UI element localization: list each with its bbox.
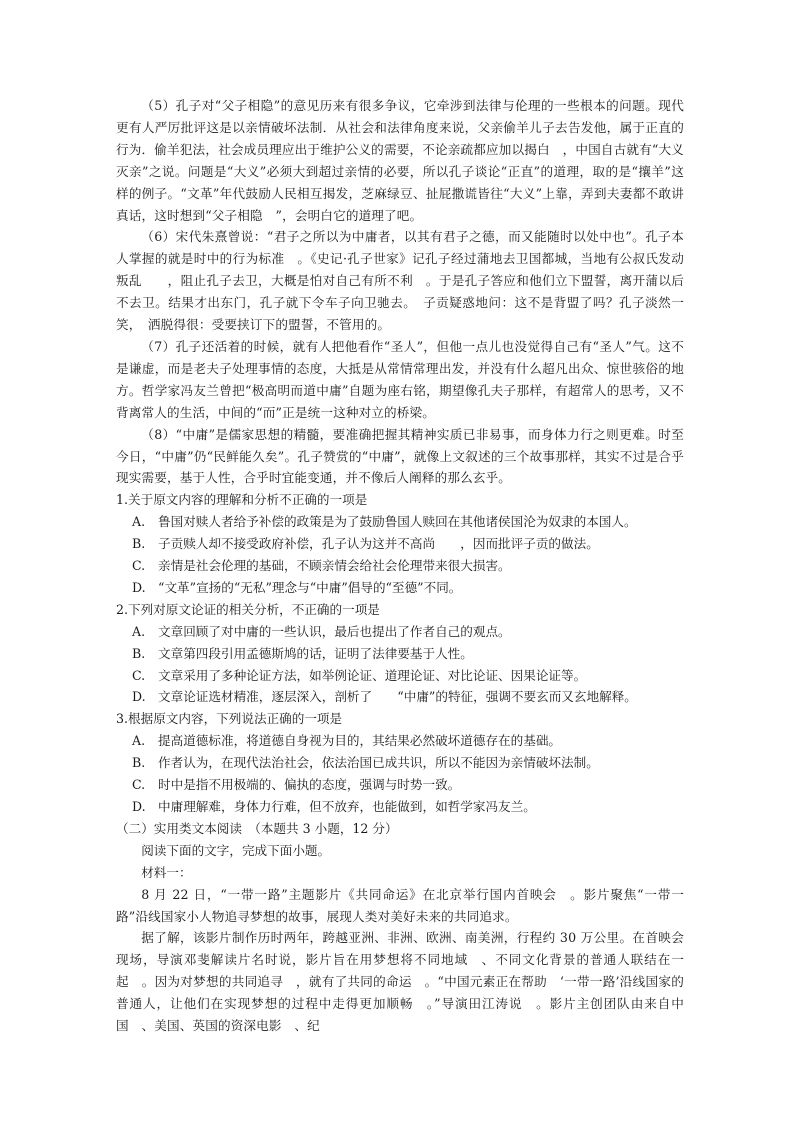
option-letter: A. [132,514,146,530]
question-1-option-b [116,533,684,555]
option-letter: A. [132,623,146,639]
option-letter: B. [132,536,146,552]
document-body [116,95,684,1037]
option-letter: D. [132,799,146,814]
question-2-option-d [116,686,684,708]
material-1-paragraph-2: 据了解，该影片制作历时两年，跨越亚洲、非洲、欧洲、南美洲，行程约 30 万公里。在首映会现场，导演邓斐解读片名时说，影片旨在用梦想将不同地域 、不同文化背景的普通人联结在一起 。因为对梦想的共同追寻 ，就有了共同的命运 。“中国元素正在帮助 ‘一带一路’沿线国家的普通人，让他们在实现梦想的过程中走得更加顺畅 。”导演田江涛说 。影片主创团队由来自中国 、美国、英国的资深电影 、纪 [116,930,684,1034]
question-3-stem: 3.根据原文内容，下列说法正确的一项是 [116,711,343,727]
option-letter: A. [132,733,146,749]
option-text: 文章采用了多种论证方法，如举例论证、道理论证、对比论证、因果论证等。 [158,667,587,683]
question-2-stem: 2.下列对原文论证的相关分析，不正确的一项是 [116,601,380,617]
option-letter: B. [132,645,146,661]
option-letter: C. [132,667,146,683]
option-text: 中庸理解难，身体力行难，但不放弃，也能做到，如哲学家冯友兰。 [158,799,536,814]
section-heading: （二）实用类文本阅读 （本题共 3 小题，12 分） [116,820,398,836]
option-text: 文章第四段引用孟德斯鸠的话，证明了法律要基于人性。 [158,645,473,661]
option-text: 提高道德标准，将道德自身视为目的，其结果必然破坏道德存在的基础。 [158,733,561,749]
option-text: 亲情是社会伦理的基础，不顾亲情会给社会伦理带来很大损害。 [158,558,511,574]
question-1-stem: 1.关于原文内容的理解和分析不正确的一项是 [116,492,368,508]
option-letter: B. [132,755,146,771]
option-letter: D. [132,579,146,595]
material-label: 材料一： [141,864,192,880]
option-letter: D. [132,689,146,705]
material-1-paragraph-1: 8 月 22 日，“一带一路”主题影片《共同命运》在北京举行国内首映会 。影片聚焦“一带一路”沿线国家小人物追寻梦想的故事，展现人类对美好未来的共同追求。 [116,886,684,924]
question-3-option-c [116,774,684,796]
question-2-option-c [116,665,684,687]
option-text: 时中是指不用极端的、偏执的态度，强调与时势一致。 [158,777,461,793]
paragraph-7: （7）孔子还活着的时候，就有人把他看作“圣人”，但他一点儿也没觉得自己有“圣人”气。这不是谦虚，而是老夫子处理事情的态度，大抵是从常情常理出发，并没有什么超凡出众、惊世骇俗的地方。哲学家冯友兰曾把“极高明而道中庸”自题为座右铭，期望像孔夫子那样，有超常人的思考，又不背离常人的生活，中间的“而”正是统一这种对立的桥梁。 [116,338,684,420]
question-3-option-d [116,796,684,818]
option-text: 文章回顾了对中庸的一些认识，最后也提出了作者自己的观点。 [158,623,511,639]
paragraph-8: （8）“中庸”是儒家思想的精髓，要准确把握其精神实质已非易事，而身体力行之则更难。时至今日，“中庸”仍“民鲜能久矣”。孔子赞赏的“中庸”，就像上文叙述的三个故事那样，其实不过是合乎现实需要，基于人性，合乎时宜能变通，并不像后人阐释的那么玄乎。 [116,426,684,486]
option-text: 鲁国对赎人者给予补偿的政策是为了鼓励鲁国人赎回在其他诸侯国沦为奴隶的本国人。 [158,514,637,530]
option-letter: C. [132,558,146,574]
question-3-option-a [116,730,684,752]
question-1-option-c [116,555,684,577]
section-instruction: 阅读下面的文字，完成下面小题。 [141,842,331,858]
paragraph-6: （6）宋代朱熹曾说：“君子之所以为中庸者，以其有君子之德，而又能随时以处中也”。孔子本人掌握的就是时中的行为标准 。《史记·孔子世家》记孔子经过蒲地去卫国都城，当地有公叔氏发动叛乱 ，阻止孔子去卫，大概是怕对自己有所不利 。于是孔子答应和他们立下盟誓，离开蒲以后不去卫。结果才出东门，孔子就下令车子向卫驰去。 子贡疑惑地问：这不是背盟了吗？孔子淡然一笑， 洒脱得很：受要挟订下的盟誓，不管用的。 [116,229,684,333]
option-text: 作者认为，在现代法治社会，依法治国已成共识，所以不能因为亲情破坏法制。 [158,755,599,771]
option-text: 文章论证选材精准，逐层深入，剖析了 “中庸”的特征，强调不要玄而又玄地解释。 [158,689,637,705]
option-text: 子贡赎人却不接受政府补偿，孔子认为这并不高尚 ，因而批评子贡的做法。 [158,536,599,552]
question-2-option-a [116,621,684,643]
paragraph-5: （5）孔子对“父子相隐”的意见历来有很多争议，它牵涉到法律与伦理的一些根本的问题。现代更有人严厉批评这是以亲情破坏法制．从社会和法律角度来说，父亲偷羊儿子去告发他，属于正直的行为．偷羊犯法，社会成员理应出于维护公义的需要，不论亲疏都应加以揭白 ，中国自古就有“大义灭亲”之说。问题是“大义”必须大到超过亲情的必要，所以孔子谈论“正直”的道理，取的是“攘羊”这样的例子。“文革”年代鼓励人民相互揭发，芝麻绿豆、扯屁撒谎皆往“大义”上靠，弄到夫妻都不敢讲真话，这时想到“父子相隐 ”，会明白它的道理了吧。 [116,98,684,223]
question-1-option-d [116,577,684,599]
question-1-option-a [116,511,684,533]
option-text: “文革”宣扬的“无私”理念与“中庸”倡导的“至德”不同。 [158,579,462,595]
question-2-option-b [116,643,684,665]
option-letter: C. [132,777,146,793]
question-3-option-b [116,752,684,774]
